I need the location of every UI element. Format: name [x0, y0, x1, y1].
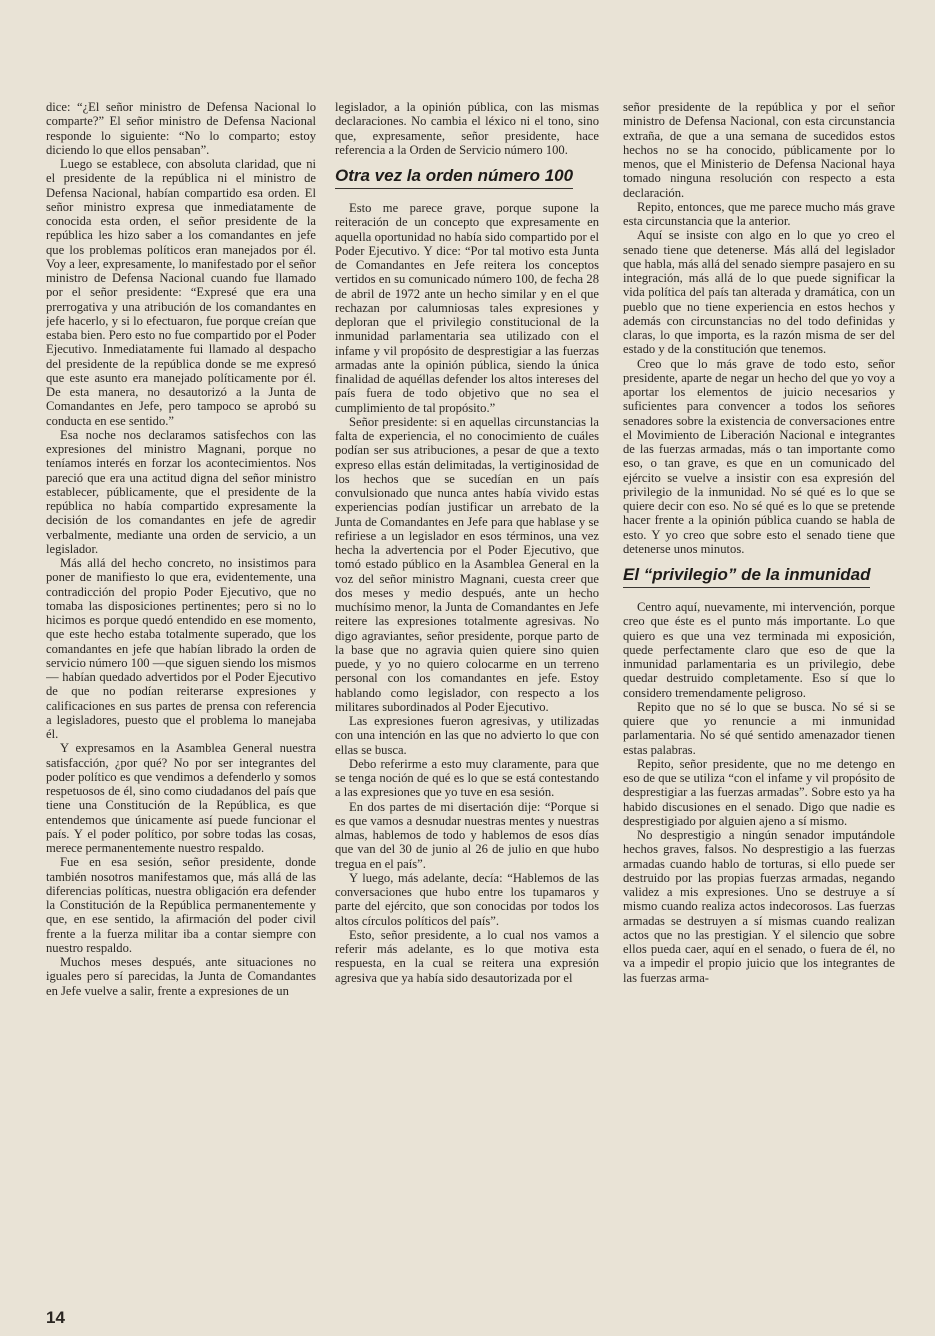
paragraph: Creo que lo más grave de todo esto, señor presidente, aparte de negar un hecho del que yo voy a aportar los elementos de juicio necesarios y suficientes para convencer a todos los señores senadores sobre la existencia de conversaciones entre el Movimiento de Liberación Nacional e integrantes de las fuerzas armadas, más o tan importante como eso, o tan grave, es que en un comunicado del ejército se vuelve a insistir con esa expresión del privilegio de la inmunidad. No sé qué es lo que se quiere decir con eso. No sé qué es lo que se pretende hacer frente a la opinión pública cuando se habla de esto. Y yo creo que sobre esto el senado tiene que detenerse unos minutos. — [623, 356, 895, 556]
paragraph: Esto me parece grave, porque supone la reiteración de un concepto que expresamente en aquella oportunidad no había sido compartido por el Poder Ejecutivo. Y dice: “Por tal motivo esta Junta de Comandantes en Jefe reitera los conceptos vertidos en su comunicado número 100, de fecha 28 de abril de 1972 ante un hecho similar y en el que rechazan por calumniosas tales expresiones y deploran que el privilegio constitucional de la inmunidad parlamentaria sea utilizado con el infame y vil propósito de desprestigiar a las fuerzas armadas ante la opinión pública, siendo la única finalidad de aquéllas defender los altos intereses del país fuera de todo objetivo que no sea el cumplimiento de tal propósito.” — [335, 201, 599, 415]
paragraph: No desprestigio a ningún senador imputándole hechos graves, falsos. No desprestigio a las fuerzas armadas cuando hablo de torturas, si ello puede ser destruido por las propias fuerzas armadas, negando validez a mis expresiones. Uno se destruye a sí mismo cuando realiza actos indecorosos. Las fuerzas armadas se destruyen a sí mismas cuando realizan actos que no las prestigian. Y el silencio que sobre ellos pueda caer, aquí en el senado, o fuera de él, no va a impedir el propio juicio que los integrantes de las fuerzas arma- — [623, 828, 895, 985]
paragraph: Repito, entonces, que me parece mucho más grave esta circunstancia que la anterior. — [623, 199, 895, 228]
paragraph: Señor presidente: si en aquellas circunstancias la falta de experiencia, el no conocimiento de cuáles podían ser sus atribuciones, a pesar de que a texto expreso ellas están delimitadas, la vertiginosidad de los hechos que se sucedían en un país convulsionado que nunca antes había vivido estas experiencias podían justificar un arrebato de la Junta de Comandantes en Jefe para que hablase y se refiriese a un legislador en esos términos, una vez hecha la advertencia por el Poder Ejecutivo, que tomó estado público en la Asamblea General en la voz del señor ministro Magnani, cuesta creer que dos meses y medio después, ante un hecho muchísimo menor, la Junta de Comandantes en Jefe reitere las expresiones totalmente agresivas. No digo agraviantes, señor presidente, porque parto de la base que no agravia quien quiere sino quien puede, y yo no quiero colocarme en un terreno personal con los comandantes en jefe. Estoy hablando como legislador, con respecto a los militares subordinados al Poder Ejecutivo. — [335, 414, 599, 714]
section-heading: Otra vez la orden número 100 — [335, 165, 599, 195]
column-left — [46, 100, 316, 1320]
paragraph: Esto, señor presidente, a lo cual nos vamos a referir más adelante, es lo que motiva esta respuesta, en la cual se reitera una expresión agresiva que ya había sido desautorizada por el — [335, 927, 599, 985]
paragraph: Muchos meses después, ante situaciones no iguales pero sí parecidas, la Junta de Comandantes en Jefe vuelve a salir, frente a expresiones de un — [46, 955, 316, 998]
paragraph: dice: “¿El señor ministro de Defensa Nacional lo comparte?” El señor ministro de Defensa Nacional responde lo siguiente: “No lo comparto; estoy diciendo lo que ellos pensaban”. — [46, 100, 316, 157]
paragraph: Más allá del hecho concreto, no insistimos para poner de manifiesto lo que era, evidentemente, una contradicción del propio Poder Ejecutivo, que no tomaba las disposiciones pertinentes; pero si no lo hicimos es porque quedó entendido en ese momento, que este hecho estaba totalmente superado, que los comandantes en jefe que habían librado la orden de servicio número 100 —que siguen siendo los mismos— habían quedado advertidos por el Poder Ejecutivo de que no podían reiterarse expresiones y calificaciones en sus partes de prensa con referencia a legisladores, puesto que el problema lo manejaba él. — [46, 556, 316, 741]
section-heading: El “privilegio” de la inmunidad — [623, 564, 895, 594]
column-middle — [335, 100, 599, 1320]
paragraph: Y luego, más adelante, decía: “Hablemos de las conversaciones que hubo entre los tupamaros y parte del ejército, que son conocidas por todos los altos círculos políticos del país”. — [335, 870, 599, 928]
paragraph: Las expresiones fueron agresivas, y utilizadas con una intención en las que no advierto lo que con ellas se busca. — [335, 714, 599, 757]
paragraph: Repito que no sé lo que se busca. No sé si se quiere que yo renuncie a mi inmunidad parlamentaria. No sé qué sentido amenazador tienen estas palabras. — [623, 699, 895, 757]
paragraph: Y expresamos en la Asamblea General nuestra satisfacción, ¿por qué? No por ser integrantes del poder político es que vendimos a defenderlo y somos respetuosos de él, sino como ciudadanos del país que tiene una Constitución de la República, es que entendemos que únicamente así puede funcionar el país. Y el poder político, por sobre todas las cosas, merece permanentemente nuestro respaldo. — [46, 741, 316, 855]
paragraph: Fue en esa sesión, señor presidente, donde también nosotros manifestamos que, más allá de las diferencias políticas, nuestra obligación era defender la Constitución de la República permanentemente y que, en ese sentido, la afirmación del poder civil frente a la fuerza militar iba a contar siempre con nuestro respaldo. — [46, 855, 316, 955]
paragraph: Luego se establece, con absoluta claridad, que ni el presidente de la república ni el ministro de Defensa Nacional, habían compartido esa orden. El señor ministro expresa que inmediatamente de conocida esta orden, el señor presidente de la república les hizo saber a los comandantes en jefe que los problemas políticos eran manejados por él. Voy a leer, expresamente, lo manifestado por el señor ministro de Defensa Nacional cuando fue llamado por el señor presidente: “Expresé que era una prerrogativa y una atribución de los comandantes en jefe hacerlo, y si lo efectuaron, fue porque creían que estaba bien. Pero esto no fue compartido por el Poder Ejecutivo. Inmediatamente fui llamado al despacho del presidente de la república donde se me expresó que este asunto era manejado políticamente por él. De esta manera, no desautorizó a la Junta de Comandantes en Jefe, pero tampoco se aprobó su conducta en ese sentido.” — [46, 157, 316, 428]
paragraph: Repito, señor presidente, que no me detengo en eso de que se utiliza “con el infame y vil propósito de desprestigiar a las fuerzas armadas”. Sobre esto ya ha habido discusiones en el senado. Digo que nadie es desprestigiado por alguien ajeno a sí mismo. — [623, 756, 895, 828]
paragraph: En dos partes de mi disertación dije: “Porque si es que vamos a desnudar nuestras mentes y nuestras almas, hablemos de todo y hablemos de esos días que van del 30 de junio al 26 de julio en que hubo tregua en el país”. — [335, 799, 599, 871]
paragraph: Centro aquí, nuevamente, mi intervención, porque creo que éste es el punto más importante. Lo que quiero es que una vez terminada mi exposición, quede perfectamente claro que eso de que la inmunidad parlamentaria es un privilegio, debe quedar destruido completamente. Eso sí que lo considero tremendamente peligroso. — [623, 600, 895, 700]
paragraph: legislador, a la opinión pública, con las mismas declaraciones. No cambia el léxico ni el tono, sino que, expresamente, señor presidente, hace referencia a la Orden de Servicio número 100. — [335, 100, 599, 157]
column-right — [623, 100, 895, 1320]
page-number: 14 — [46, 1308, 65, 1327]
paragraph: señor presidente de la república y por el señor ministro de Defensa Nacional, con esta circunstancia extraña, de que a una semana de sucedidos estos hechos no se ha conocido, públicamente por lo menos, que el Ministerio de Defensa Nacional haya tomado ninguna resolución con respecto a esta declaración. — [623, 100, 895, 200]
paragraph: Esa noche nos declaramos satisfechos con las expresiones del ministro Magnani, porque no teníamos interés en forzar los acontecimientos. Nos pareció que era una actitud digna del señor ministro establecer, públicamente, que el presidente de la república no había compartido expresamente la decisión de los comandantes en jefe de agredir verbalmente, mediante una orden de servicio, a un legislador. — [46, 427, 316, 556]
paragraph: Debo referirme a esto muy claramente, para que se tenga noción de qué es lo que se está contestando a las expresiones que yo tuve en esa sesión. — [335, 756, 599, 800]
paragraph: Aquí se insiste con algo en lo que yo creo el senado tiene que detenerse. Más allá del legislador que habla, más allá del senado siempre pasajero en su integración, más allá de lo que puede significar la vida política del país tan alterada y dramática, con un pueblo que no tiene experiencia en estos hechos y además con circunstancias no del todo definidas y claras, lo que importa, es la razón misma de ser del estado y de la constitución que tenemos. — [623, 228, 895, 357]
